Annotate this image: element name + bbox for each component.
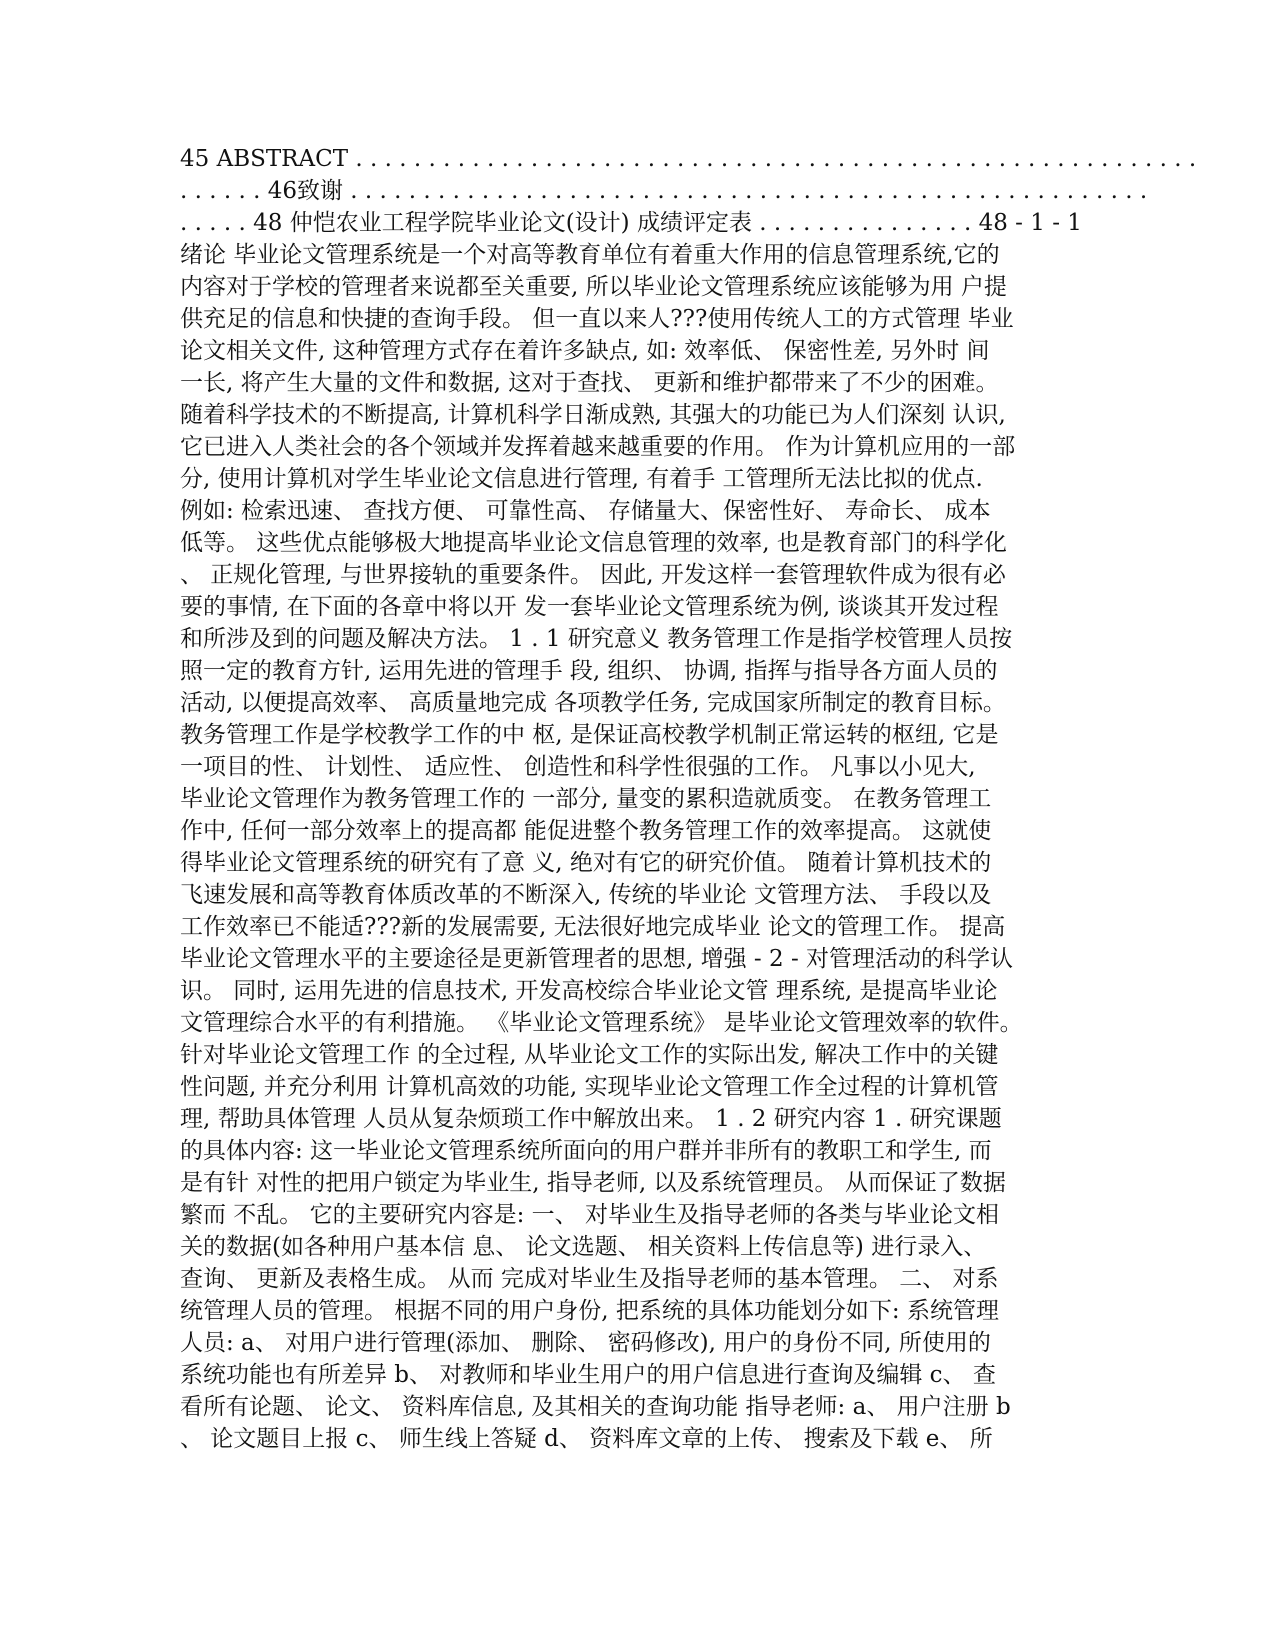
text-line: 得毕业论文管理系统的研究有了意 义, 绝对有它的研究价值。 随着计算机技术的 <box>180 850 992 876</box>
text-line: 飞速发展和高等教育体质改革的不断深入, 传统的毕业论 文管理方法、 手段以及 <box>180 882 992 908</box>
text-line: 论文相关文件, 这种管理方式存在着许多缺点, 如: 效率低、 保密性差, 另外时 间 <box>180 338 990 364</box>
text-line: 供充足的信息和快捷的查询手段。 但一直以来人???使用传统人工的方式管理 毕业 <box>180 306 1014 332</box>
text-line: . . . . . 48 仲恺农业工程学院毕业论文(设计) 成绩评定表 . . . . . . . . . . . . . . . 48 - 1 - 1 <box>180 210 1082 236</box>
text-line: 繁而 不乱。 它的主要研究内容是: 一、 对毕业生及指导老师的各类与毕业论文相 <box>180 1202 999 1228</box>
text-line: 它已进入人类社会的各个领域并发挥着越来越重要的作用。 作为计算机应用的一部 <box>180 434 1016 460</box>
text-line: 随着科学技术的不断提高, 计算机科学日渐成熟, 其强大的功能已为人们深刻 认识, <box>180 402 1006 428</box>
text-line: 毕业论文管理作为教务管理工作的 一部分, 量变的累积造就质变。 在教务管理工 <box>180 786 992 812</box>
text-line: 45 ABSTRACT . . . . . . . . . . . . . . . . . . . . . . . . . . . . . . . . . . . . . . . . . . . . . . . . . . . . . . . . . . <box>180 146 1197 172</box>
text-line: 分, 使用计算机对学生毕业论文信息进行管理, 有着手 工管理所无法比拟的优点. <box>180 466 983 492</box>
text-line: 照一定的教育方针, 运用先进的管理手 段, 组织、 协调, 指挥与指导各方面人员的 <box>180 658 998 684</box>
text-line: 文管理综合水平的有利措施。 《毕业论文管理系统》 是毕业论文管理效率的软件。 <box>180 1010 1023 1036</box>
text-line: 理, 帮助具体管理 人员从复杂烦琐工作中解放出来。 1 . 2 研究内容 1 . 研究课题 <box>180 1106 1002 1132</box>
document-page <box>180 143 1197 1563</box>
text-line: 教务管理工作是学校教学工作的中 枢, 是保证高校教学机制正常运转的枢纽, 它是 <box>180 722 999 748</box>
text-line: 和所涉及到的问题及解决方法。 1 . 1 研究意义 教务管理工作是指学校管理人员按 <box>180 626 1013 652</box>
text-line: 看所有论题、 论文、 资料库信息, 及其相关的查询功能 指导老师: a、 用户注册 b <box>180 1394 1011 1420</box>
text-line: 查询、 更新及表格生成。 从而 完成对毕业生及指导老师的基本管理。 二、 对系 <box>180 1266 999 1292</box>
text-line: 的具体内容: 这一毕业论文管理系统所面向的用户群并非所有的教职工和学生, 而 <box>180 1138 992 1164</box>
text-line: 关的数据(如各种用户基本信 息、 论文选题、 相关资料上传信息等) 进行录入、 <box>180 1234 987 1260</box>
text-line: 要的事情, 在下面的各章中将以开 发一套毕业论文管理系统为例, 谈谈其开发过程 <box>180 594 999 620</box>
text-line: 一长, 将产生大量的文件和数据, 这对于查找、 更新和维护都带来了不少的困难。 <box>180 370 999 396</box>
text-line: 、 正规化管理, 与世界接轨的重要条件。 因此, 开发这样一套管理软件成为很有必 <box>180 562 1006 588</box>
text-line: 、 论文题目上报 c、 师生线上答疑 d、 资料库文章的上传、 搜索及下载 e、 所 <box>180 1426 993 1452</box>
text-line: 内容对于学校的管理者来说都至关重要, 所以毕业论文管理系统应该能够为用 户提 <box>180 274 1007 300</box>
text-line: 例如: 检索迅速、 查找方便、 可靠性高、 存储量大、保密性好、 寿命长、 成本 <box>180 498 991 524</box>
text-line: 系统功能也有所差异 b、 对教师和毕业生用户的用户信息进行查询及编辑 c、 查 <box>180 1362 996 1388</box>
text-line: 统管理人员的管理。 根据不同的用户身份, 把系统的具体功能划分如下: 系统管理 <box>180 1298 999 1324</box>
text-line: 绪论 毕业论文管理系统是一个对高等教育单位有着重大作用的信息管理系统,它的 <box>180 242 1000 268</box>
text-line: 毕业论文管理水平的主要途径是更新管理者的思想, 增强 - 2 - 对管理活动的科学认 <box>180 946 1014 972</box>
text-line: 活动, 以便提高效率、 高质量地完成 各项教学任务, 完成国家所制定的教育目标。 <box>180 690 1006 716</box>
text-line: 作中, 任何一部分效率上的提高都 能促进整个教务管理工作的效率提高。 这就使 <box>180 818 992 844</box>
text-line: 性问题, 并充分利用 计算机高效的功能, 实现毕业论文管理工作全过程的计算机管 <box>180 1074 999 1100</box>
text-line: . . . . . . 46致谢 . . . . . . . . . . . . . . . . . . . . . . . . . . . . . . . . . . . . . . . . . . . . . . . . . . . . . . . <box>180 178 1148 204</box>
text-line: 针对毕业论文管理工作 的全过程, 从毕业论文工作的实际出发, 解决工作中的关键 <box>180 1042 999 1068</box>
text-line: 人员: a、 对用户进行管理(添加、 删除、 密码修改), 用户的身份不同, 所使用的 <box>180 1330 991 1356</box>
text-line: 一项目的性、 计划性、 适应性、 创造性和科学性很强的工作。 凡事以小见大, <box>180 754 976 780</box>
text-line: 低等。 这些优点能够极大地提高毕业论文信息管理的效率, 也是教育部门的科学化 <box>180 530 1007 556</box>
text-line: 是有针 对性的把用户锁定为毕业生, 指导老师, 以及系统管理员。 从而保证了数据 <box>180 1170 1006 1196</box>
text-line: 工作效率已不能适???新的发展需要, 无法很好地完成毕业 论文的管理工作。 提高 <box>180 914 1006 940</box>
text-line: 识。 同时, 运用先进的信息技术, 开发高校综合毕业论文管 理系统, 是提高毕业论 <box>180 978 998 1004</box>
